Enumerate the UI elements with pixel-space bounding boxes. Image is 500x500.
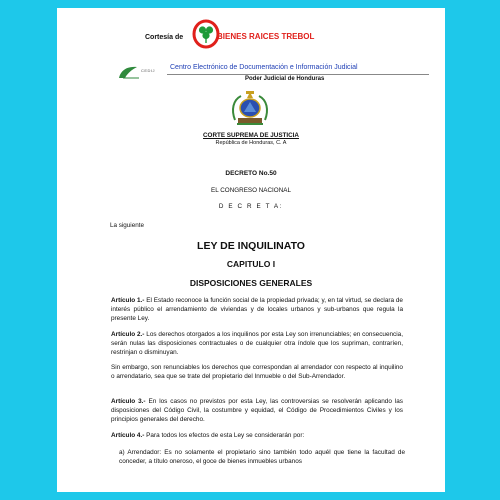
intro-text: La siguiente	[110, 222, 144, 229]
article-4	[111, 431, 403, 440]
republic-line: República de Honduras, C. A	[215, 140, 287, 146]
decreta: D E C R E T A:	[218, 203, 284, 210]
trebol-clover-logo	[192, 18, 220, 50]
article-label: Artículo 4.-	[111, 432, 145, 439]
issuer: EL CONGRESO NACIONAL	[211, 187, 291, 194]
chapter-heading: CAPITULO I	[226, 259, 276, 269]
brand-name: BIENES RAICES TREBOL	[217, 32, 315, 41]
cedij-logo	[117, 63, 167, 81]
article-label: Artículo 1.-	[111, 297, 145, 304]
article-body: El Estado reconoce la función social de la propiedad privada; y, en tal virtud, se declara de interés público el arrendamiento de viviendas y de locales urbanos y sub-urbanos que regula la presente Ley.	[111, 297, 403, 323]
court-name: CORTE SUPREMA DE JUSTICIA	[203, 132, 299, 139]
article-1	[111, 296, 403, 324]
section-heading: DISPOSICIONES GENERALES	[189, 278, 313, 288]
item-a: a) Arrendador: Es no solamente el propietario sino también todo aquél que tiene la facultad de conceder, a título oneroso, el goce de bienes inmuebles urbanos	[119, 449, 405, 466]
article-body: En los casos no previstos por esta Ley, las controversias se resolverán aplicando las disposiciones del Código Civil, la costumbre y equidad, el Código de Procedimientos Civiles y los principios generales del derecho.	[111, 398, 403, 424]
article-body: Para todos los efectos de esta Ley se considerarán por:	[144, 432, 305, 439]
law-title: LEY DE INQUILINATO	[197, 240, 305, 252]
center-name: Centro Electrónico de Documentación e Información Judicial	[170, 64, 358, 71]
courtesy-label: Cortesía de	[145, 34, 184, 41]
article-label: Artículo 3.-	[111, 398, 146, 405]
article-body: Los derechos otorgados a los inquilinos por esta Ley son irrenunciables; en consecuencia, serán nulas las disposiciones contractuales o de cualquier otra índole que los supriman, contraríen, restrinjan o disminuyan.	[111, 331, 403, 357]
institution-name: Poder Judicial de Honduras	[245, 76, 325, 82]
coat-of-arms-icon	[229, 90, 271, 128]
decree-number: DECRETO No.50	[225, 170, 277, 177]
article-2	[111, 330, 403, 358]
article-2-paragraph	[111, 363, 403, 381]
article-body: Sin embargo, son renunciables los derechos que correspondan al arrendador con respecto al inquilino o arrendatario, sea que se trate del propietario del Inmueble o del Sub-Arrendador.	[111, 364, 403, 381]
article-3	[111, 397, 403, 425]
cedij-tag: CEDIJ	[141, 68, 156, 73]
article-label: Artículo 2.-	[111, 331, 145, 338]
document-page	[57, 8, 445, 492]
header-rule	[167, 74, 429, 75]
